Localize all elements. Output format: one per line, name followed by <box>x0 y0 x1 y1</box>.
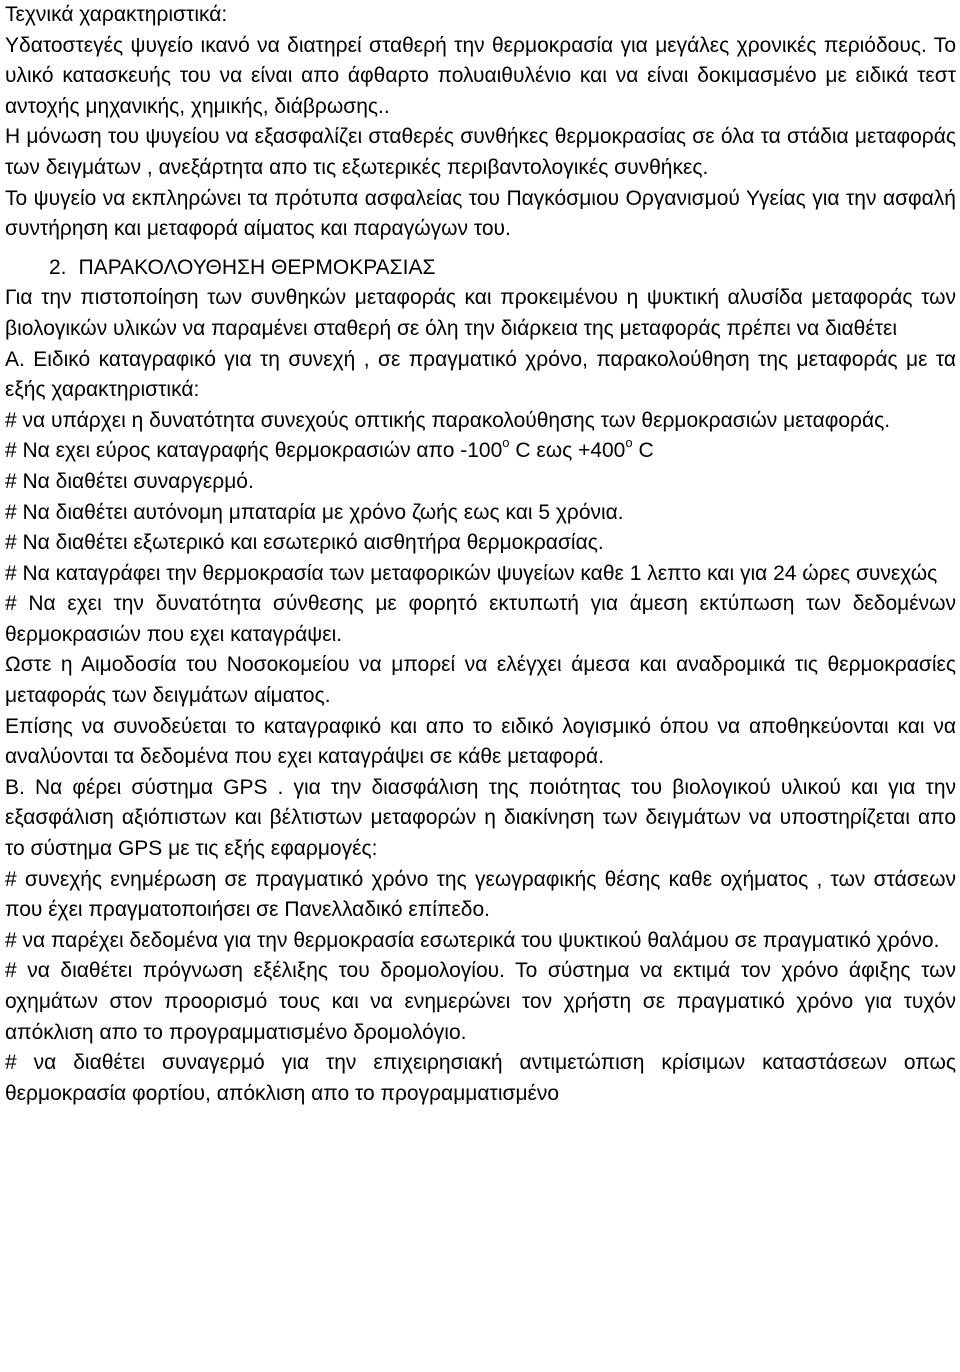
bullet-alarm: # Να διαθέτει συναργερμό. <box>5 469 254 493</box>
bullet-recording-interval: # Να καταγράφει την θερμοκρασία των μεταφορικών ψυγείων καθε 1 λεπτο και για 24 ώρες συνεχώς <box>5 561 938 585</box>
bullet-visual-monitoring: # να υπάρχει η δυνατότητα συνεχούς οπτικής παρακολούθησης των θερμοκρασιών μεταφοράς. <box>5 408 891 432</box>
bullet-gps-location: # συνεχής ενημέρωση σε πραγματικό χρόνο της γεωγραφικής θέσης καθε οχήματος , των στάσεων που έχει πραγματοποιήσει σε Πανελλαδικό επίπεδο. <box>5 867 956 922</box>
specs-title <box>5 0 956 31</box>
bullet-temperature-range <box>5 436 956 467</box>
paragraph-hospital-control: Ωστε η Αιμοδοσία του Νοσοκομείου να μπορεί να ελέγχει άμεσα και αναδρομικά τις θερμοκρασίες μεταφοράς των δειγμάτων αίματος. <box>5 653 956 708</box>
bullet-battery: # Να διαθέτει αυτόνομη μπαταρία με χρόνο ζωής εως και 5 χρόνια. <box>5 500 624 524</box>
bullet-gps-route-forecast: # να διαθέτει πρόγνωση εξέλιξης του δρομολογίου. Το σύστημα να εκτιμά τον χρόνο άφιξης των οχημάτων στον προορισμό τους και να ενημερώνει τον χρήστη σε πραγματικό χρόνο για τυχόν απόκλιση απο το προγραμματισμένο δρομολόγιο. <box>5 959 956 1044</box>
specs-paragraph-durability: Υδατοστεγές ψυγείο ικανό να διατηρεί σταθερή την θερμοκρασία για μεγάλες χρονικές περιόδους. Το υλικό κατασκευής του να είναι απο άφθαρτο πολυαιθυλένιο και να είναι δοκιμασμένο με ειδικά τεστ αντοχής μηχανικής, χημικής, διάβρωσης.. <box>5 33 956 118</box>
bullet-printer: # Να εχει την δυνατότητα σύνθεσης με φορητό εκτυπωτή για άμεση εκτύπωση των δεδομένων θερμοκρασιών που εχει καταγράψει. <box>5 592 956 646</box>
temperature-range-post: C <box>632 439 654 463</box>
specs-title-text: Τεχνικά χαρακτηριστικά: <box>5 3 228 26</box>
degree-sup-low: o <box>502 435 510 451</box>
specs-paragraph-insulation: Η μόνωση του ψυγείου να εξασφαλίζει σταθερές συνθήκες θερμοκρασίας σε όλα τα στάδια μεταφοράς των δειγμάτων , ανεξάρτητα απο τις εξωτερικές περιβαντολογικές συνθήκες. <box>5 125 956 179</box>
temperature-range-pre: # Να εχει εύρος καταγραφής θερμοκρασιών απο -100 <box>5 439 503 463</box>
bullet-gps-temperature: # να παρέχει δεδομένα για την θερμοκρασία εσωτερικά του ψυκτικού θαλάμου σε πραγματικό χρόνο. <box>5 928 940 952</box>
section-2-title: ΠΑΡΑΚΟΛΟΥΘΗΣΗ ΘΕΡΜΟΚΡΑΣΙΑΣ <box>78 255 436 279</box>
degree-sup-high: o <box>625 435 633 451</box>
item-b-gps: Β. Να φέρει σύστημα GPS . για την διασφάλιση της ποιότητας του βιολογικού υλικού και για την εξασφάλιση αξιόπιστων και βέλτιστων μεταφορών η διακίνηση των δειγμάτων να υποστηρίζεται απο το σύστημα GPS με τις εξής εφαρμογές: <box>5 775 956 861</box>
section-2-intro: Για την πιστοποίηση των συνθηκών μεταφοράς και προκειμένου η ψυκτική αλυσίδα μεταφοράς των βιολογικών υλικών να παραμένει σταθερή σε όλη την διάρκεια της μεταφοράς πρέπει να διαθέτει <box>5 286 956 340</box>
bullet-sensors: # Να διαθέτει εξωτερικό και εσωτερικό αισθητήρα θερμοκρασίας. <box>5 531 604 555</box>
section-2-heading <box>5 253 956 284</box>
section-2-number: 2. <box>49 255 67 279</box>
item-a-logger: Α. Ειδικό καταγραφικό για τη συνεχή , σε πραγματικό χρόνο, παρακολούθηση της μεταφοράς με τα εξής χαρακτηριστικά: <box>5 347 956 402</box>
specs-paragraph-who-standards: Το ψυγείο να εκπληρώνει τα πρότυπα ασφαλείας του Παγκόσμιου Οργανισμού Υγείας για την ασφαλή συντήρηση και μεταφορά αίματος και παραγώγων του. <box>5 186 956 241</box>
bullet-gps-alarm: # να διαθέτει συναγερμό για την επιχειρησιακή αντιμετώπιση κρίσιμων καταστάσεων οπως θερμοκρασία φορτίου, απόκλιση απο το προγραμματισμένο <box>5 1051 956 1105</box>
paragraph-software: Επίσης να συνοδεύεται το καταγραφικό και απο το ειδικό λογισμικό όπου να αποθηκεύονται και να αναλύονται τα δεδομένα που εχει καταγράψει σε κάθε μεταφορά. <box>5 714 956 769</box>
temperature-range-mid: C εως +400 <box>509 439 626 463</box>
